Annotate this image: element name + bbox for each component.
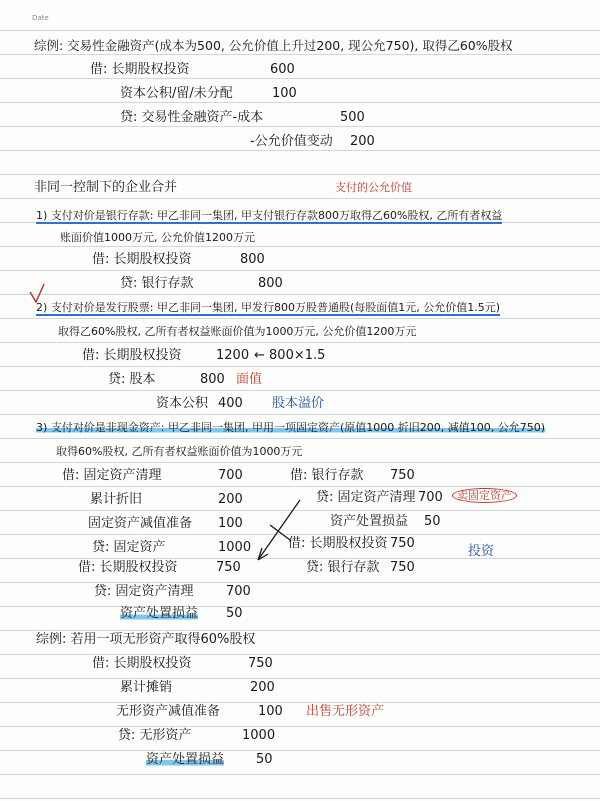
case1-line-amount: 800 [258,276,283,291]
case3-left-amount: 700 [226,584,251,599]
case3-left-label: 固定资产减值准备 [88,516,193,531]
case2-line-label: 借: 长期股权投资 [82,348,182,363]
s3-line-label: 贷: 无形资产 [118,728,192,743]
s3-line-amount: 200 [250,680,275,695]
case3-note-invest: 投资 [468,544,495,559]
case3-left-amount: 700 [218,468,243,483]
section2-note: 支付的公允价值 [335,181,412,194]
case2-line-label: 贷: 股本 [108,372,156,387]
s1-line-label: -公允价值变动 [250,134,333,149]
case3-left-amount: 750 [216,560,241,575]
s3-line-amount: 1000 [242,728,276,743]
case1-heading: 1) 支付对价是银行存款: 甲乙非同一集团, 甲支付银行存款800万取得乙60%股权, 乙所有者权益 [36,209,503,222]
case3-heading: 3) 支付对价是非现金资产: 甲乙非同一集团, 甲用一项固定资产(原值1000 折旧200, 减值100, 公允750) [36,421,546,434]
case3-left-label: 资产处置损益 [120,606,199,621]
red-tick-mark [30,284,44,302]
s1-line-amount: 200 [350,134,375,149]
section1-example: 综例: 交易性金融资产(成本为500, 公允价值上升过200, 现公允750), 取得乙60%股权 [34,38,513,53]
case3-left-label: 贷: 固定资产 [92,540,166,555]
case3-right-amount: 750 [390,560,415,575]
case3-right-label: 贷: 固定资产清理 [316,490,416,505]
case2-heading-cont: 取得乙60%股权, 乙所有者权益账面价值为1000万元, 公允价值1200万元 [58,325,417,338]
s3-line-amount: 100 [258,704,283,719]
case3-right-label: 贷: 银行存款 [306,560,380,575]
s3-line-label: 资产处置损益 [146,752,225,767]
case3-left-label: 借: 长期股权投资 [78,560,178,575]
case3-right-label: 借: 长期股权投资 [288,536,388,551]
section2-heading: 非同一控制下的企业合并 [34,180,178,195]
s1-line-label: 贷: 交易性金融资产-成本 [120,110,264,125]
case2-line-note: 股本溢价 [272,396,325,411]
case2-line-note: 面值 [236,372,263,387]
case2-line-amount: 400 [218,396,243,411]
section3-note: 出售无形资产 [306,704,385,719]
s1-line-amount: 500 [340,110,365,125]
case3-right-amount: 750 [390,468,415,483]
s3-line-label: 累计摊销 [120,680,173,695]
section3-example: 综例: 若用一项无形资产取得60%股权 [36,632,256,647]
case3-right-label: 借: 银行存款 [290,468,364,483]
s3-line-label: 借: 长期股权投资 [92,656,192,671]
case3-left-amount: 100 [218,516,243,531]
case1-line-label: 借: 长期股权投资 [92,252,192,267]
case1-line-label: 贷: 银行存款 [120,276,194,291]
case2-line-amount: 1200 [216,348,250,363]
case3-note-sell: 卖固定资产 [452,488,517,504]
case3-heading-cont: 取得60%股权, 乙所有者权益账面价值为1000万元 [56,445,303,458]
case2-heading: 2) 支付对价是发行股票: 甲乙非同一集团, 甲发行800万股普通股(每股面值1元, 公允价值1.5元) [36,301,501,314]
s3-line-amount: 50 [256,752,273,767]
case3-right-label: 资产处置损益 [330,514,409,529]
s3-line-amount: 750 [248,656,273,671]
case3-left-label: 借: 固定资产清理 [62,468,162,483]
case2-line-note: ← 800×1.5 [254,348,326,363]
s1-line-amount: 100 [272,86,297,101]
case3-right-amount: 700 [418,490,443,505]
case1-line-amount: 800 [240,252,265,267]
s1-line-label: 借: 长期股权投资 [90,62,190,77]
s1-line-amount: 600 [270,62,295,77]
cross-arrow [258,500,300,560]
s1-line-label: 资本公积/留/未分配 [120,86,233,101]
case2-line-amount: 800 [200,372,225,387]
case3-left-amount: 1000 [218,540,252,555]
case3-left-amount: 200 [218,492,243,507]
case3-right-amount: 750 [390,536,415,551]
case3-right-amount: 50 [424,514,441,529]
case2-line-label: 资本公积 [156,396,209,411]
case3-left-label: 贷: 固定资产清理 [94,584,194,599]
s3-line-label: 无形资产减值准备 [116,704,221,719]
case3-left-amount: 50 [226,606,243,621]
case1-heading-cont: 账面价值1000万元, 公允价值1200万元 [60,231,255,244]
case3-left-label: 累计折旧 [90,492,143,507]
date-label: Date [32,14,49,22]
